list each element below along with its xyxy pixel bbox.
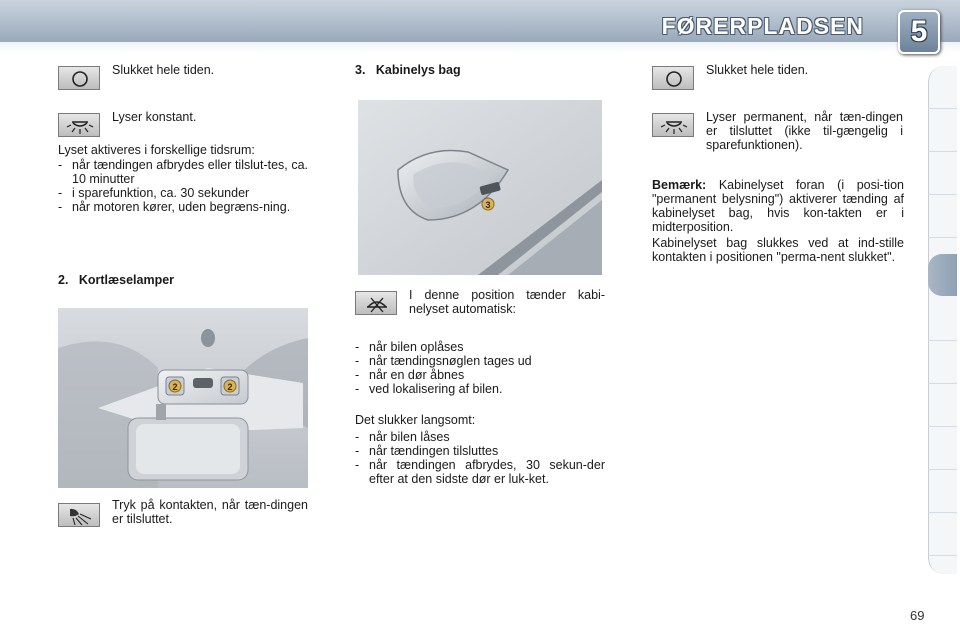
col2-off-list xyxy=(355,430,605,486)
chapter-tab[interactable] xyxy=(928,298,957,341)
reading-lamps-photo xyxy=(58,308,308,488)
rear-cabin-light-photo xyxy=(358,100,602,275)
header-shine xyxy=(0,42,960,52)
chapter-sidebar xyxy=(928,66,957,574)
door-light-icon xyxy=(355,291,397,315)
col3-off-label: Slukket hele tiden. xyxy=(706,63,809,77)
col3-note xyxy=(652,178,904,234)
list-item: - når bilen låses xyxy=(355,430,605,444)
page-number: 69 xyxy=(910,608,925,623)
col3-para2: Kabinelyset bag slukkes ved at ind-stille kontakten i positionen "perma-nent slukket". xyxy=(652,236,904,264)
list-item: - når tændingen tilsluttes xyxy=(355,444,605,458)
col1-on-label: Lyser konstant. xyxy=(112,110,197,124)
chapter-tab[interactable] xyxy=(928,341,957,384)
list-item: - når bilen oplåses xyxy=(355,340,605,354)
chapter-tab[interactable] xyxy=(928,384,957,427)
section-3-title: 3. Kabinelys bag xyxy=(355,63,461,77)
list-item: - i sparefunktion, ca. 30 sekunder xyxy=(58,186,308,200)
col2-auto-text: I denne position tænder kabi-nelyset automatisk: xyxy=(409,288,605,316)
note-text: Kabinelyset foran (i posi-tion "permanent belysning") aktiverer tænding af kabinelyset bag, hvis kon-takten er i midterposition. xyxy=(652,178,904,234)
list-item: - når tændingen afbrydes eller tilslut-tes, ca. 10 minutter xyxy=(58,158,308,186)
chapter-tab[interactable] xyxy=(928,109,957,152)
chapter-number: 5 xyxy=(910,15,928,48)
chapter-tab[interactable] xyxy=(928,195,957,238)
chapter-tab[interactable] xyxy=(928,513,957,556)
chapter-tab[interactable] xyxy=(928,470,957,513)
col1-intro: Lyset aktiveres i forskellige tidsrum: xyxy=(58,143,255,157)
light-off-icon xyxy=(652,66,694,90)
light-off-icon xyxy=(58,66,100,90)
chapter-tab-active[interactable] xyxy=(928,254,957,296)
light-on-icon xyxy=(58,113,100,137)
light-on-icon xyxy=(652,113,694,137)
col1-press-text: Tryk på kontakten, når tæn-dingen er tilsluttet. xyxy=(112,498,308,526)
chapter-badge xyxy=(898,10,940,54)
list-item: - når en dør åbnes xyxy=(355,368,605,382)
list-item: - når tændingsnøglen tages ud xyxy=(355,354,605,368)
chapter-tab[interactable] xyxy=(928,66,957,109)
photo-marker-3: 3 xyxy=(485,200,491,210)
photo-marker-2: 2 xyxy=(172,382,178,392)
page-title: FØRERPLADSEN xyxy=(661,13,864,39)
col1-off-label: Slukket hele tiden. xyxy=(112,63,215,77)
list-item: - når tændingen afbrydes, 30 sekun-der efter at den sidste dør er luk-ket. xyxy=(355,458,605,486)
col1-timing-list xyxy=(58,158,308,214)
chapter-tab[interactable] xyxy=(928,152,957,195)
photo-marker-2: 2 xyxy=(227,382,233,392)
list-item: - ved lokalisering af bilen. xyxy=(355,382,605,396)
col3-on-label: Lyser permanent, når tæn-dingen er tilsluttet (ikke til-gængelig i sparefunktionen). xyxy=(706,110,903,152)
note-label: Bemærk: xyxy=(652,178,707,192)
col2-off-intro: Det slukker langsomt: xyxy=(355,413,476,427)
list-item: - når motoren kører, uden begræns-ning. xyxy=(58,200,308,214)
reading-lamp-icon xyxy=(58,503,100,527)
col2-on-list xyxy=(355,340,605,396)
chapter-tab[interactable] xyxy=(928,427,957,470)
section-2-title: 2. Kortlæselamper xyxy=(58,273,175,287)
